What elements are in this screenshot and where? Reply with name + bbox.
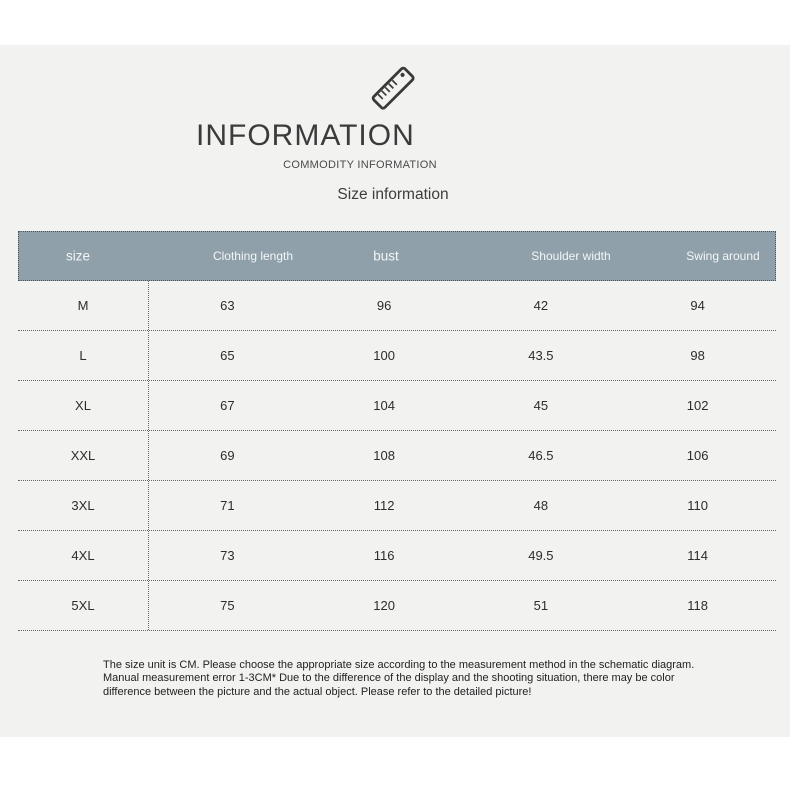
table-cell: 4XL — [18, 531, 149, 580]
table-cell: 46.5 — [528, 448, 554, 463]
table-cell: 71 — [220, 498, 235, 513]
table-row — [18, 481, 776, 531]
table-cell: 5XL — [18, 581, 149, 630]
table-cell: 45 — [533, 398, 549, 413]
section-title: Size information — [337, 186, 449, 203]
table-cell: 94 — [690, 298, 705, 313]
column-header-swing-around: Swing around — [686, 249, 760, 263]
size-disclaimer — [103, 659, 703, 699]
table-cell: 112 — [373, 498, 395, 513]
table-cell: 120 — [373, 598, 395, 613]
table-cell: 3XL — [18, 481, 149, 530]
column-header-size: size — [65, 248, 91, 264]
table-row — [18, 531, 776, 581]
table-cell: 104 — [373, 398, 395, 413]
table-cell: XXL — [18, 431, 149, 480]
size-table — [18, 281, 776, 631]
disclaimer-line: The size unit is CM. Please choose the appropriate size according to the measurement method in the schematic diagram. — [103, 659, 695, 671]
table-cell: 98 — [690, 348, 705, 363]
table-cell: 102 — [686, 398, 709, 413]
table-row — [18, 381, 776, 431]
table-cell: 63 — [220, 298, 235, 313]
table-cell: 49.5 — [528, 548, 554, 563]
table-cell: 43.5 — [528, 348, 554, 363]
disclaimer-line: Manual measurement error 1-3CM* Due to the difference of the display and the shooting situation, there may be color — [103, 672, 675, 685]
table-cell: XL — [18, 381, 149, 430]
page-subtitle: COMMODITY INFORMATION — [283, 159, 437, 171]
ruler-icon — [366, 61, 420, 115]
table-cell: M — [18, 281, 149, 330]
page-title: INFORMATION — [196, 119, 415, 152]
table-cell: 48 — [533, 498, 549, 513]
table-row — [18, 431, 776, 481]
table-cell: 73 — [220, 548, 235, 563]
table-row — [18, 331, 776, 381]
table-cell: 65 — [220, 348, 235, 363]
table-row — [18, 281, 776, 331]
table-cell: 114 — [687, 548, 708, 563]
table-cell: 108 — [373, 448, 395, 463]
column-header-bust: bust — [373, 248, 399, 264]
size-table-header — [18, 231, 776, 281]
table-cell: 100 — [373, 348, 395, 363]
table-cell: 51 — [533, 598, 549, 613]
column-header-clothing-length: Clothing length — [212, 249, 294, 263]
table-cell: 67 — [220, 398, 235, 413]
table-cell: 118 — [687, 598, 708, 613]
table-cell: L — [18, 331, 149, 380]
table-cell: 42 — [533, 298, 549, 313]
column-header-shoulder-width: Shoulder width — [531, 249, 611, 263]
table-cell: 96 — [376, 298, 392, 313]
table-cell: 75 — [220, 598, 235, 613]
table-cell: 69 — [220, 448, 235, 463]
table-cell: 106 — [686, 448, 709, 463]
table-cell: 110 — [687, 498, 708, 513]
disclaimer-line: difference between the picture and the actual object. Please refer to the detailed picture! — [103, 685, 532, 698]
table-cell: 116 — [373, 548, 395, 563]
table-row — [18, 581, 776, 631]
